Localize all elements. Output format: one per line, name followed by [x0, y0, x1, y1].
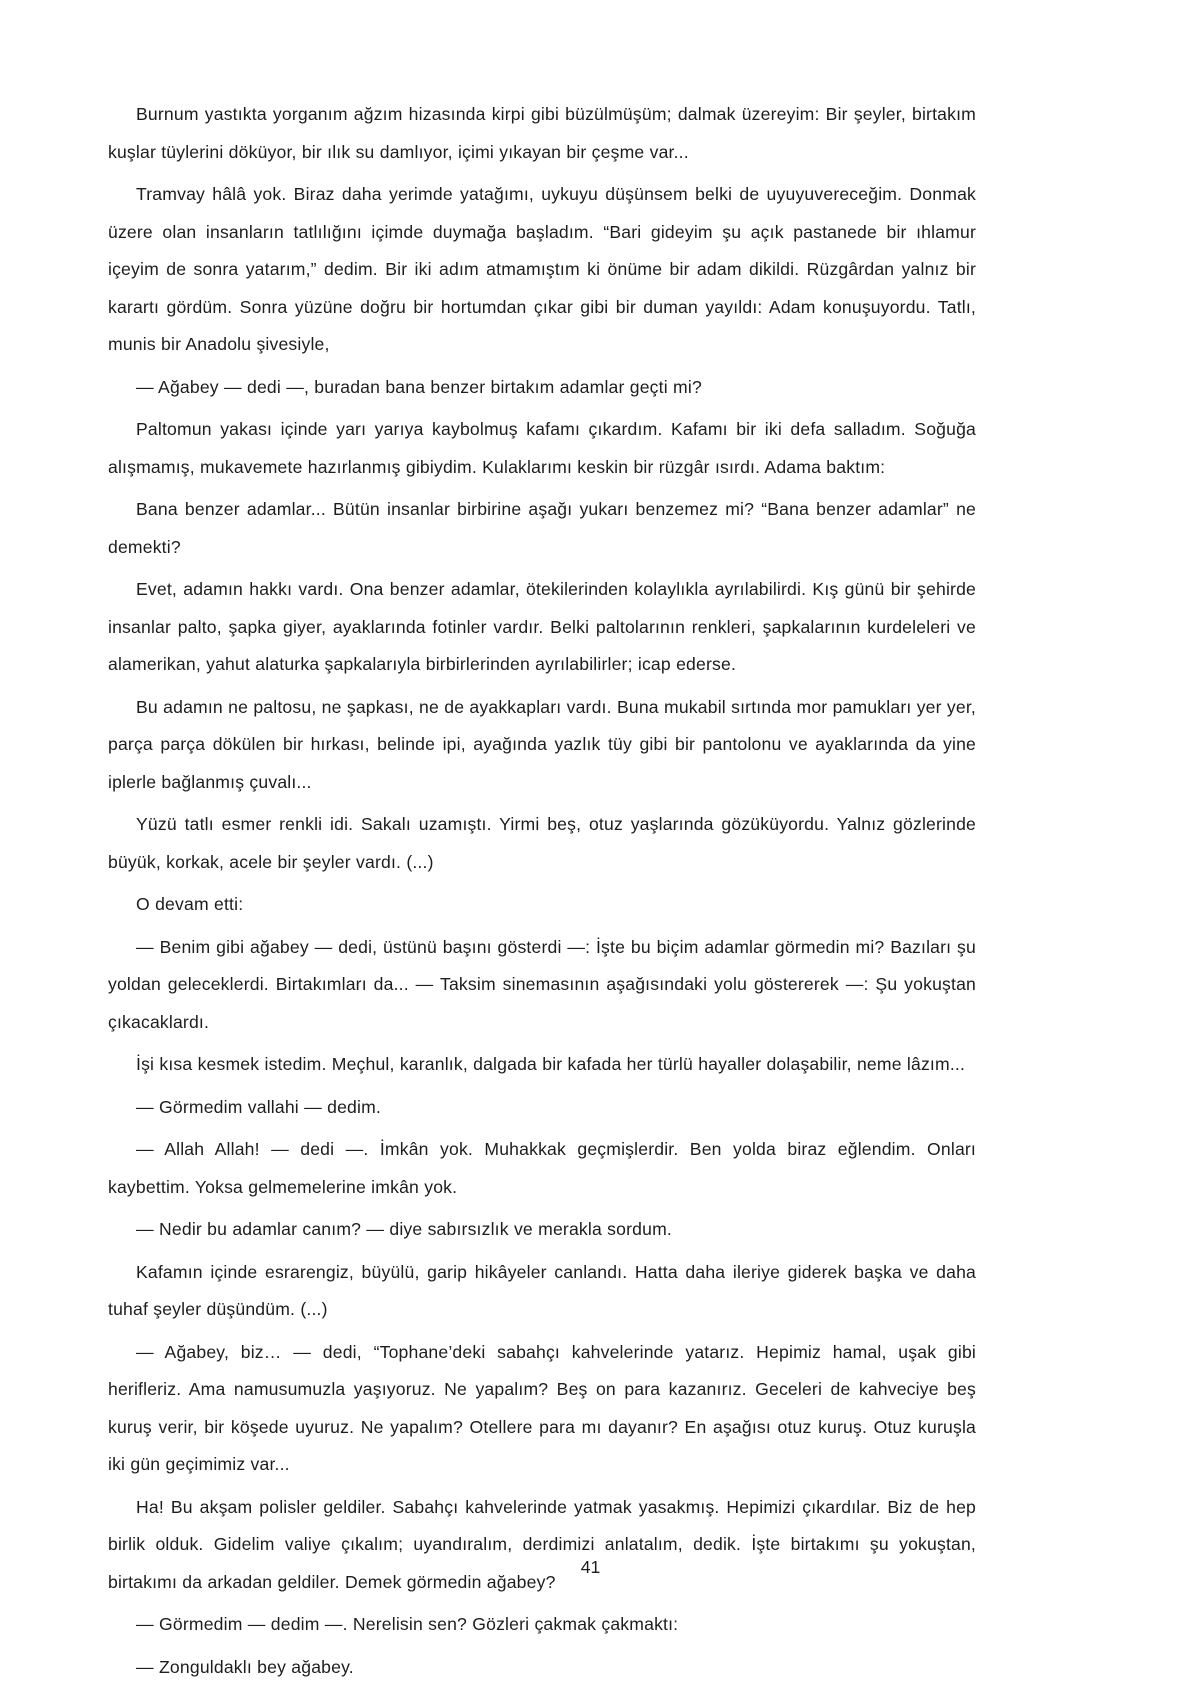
paragraph: Ha! Bu akşam polisler geldiler. Sabahçı kahvelerinde yatmak yasakmış. Hepimizi çıkardılar. Biz de hep birlik olduk. Gidelim valiye çıkalım; uyandıralım, derdimizi anlatalım, dedik. İşte birtakımı şu yokuştan, birtakımı da arkadan geldiler. Demek görmedin ağabey? [108, 1496, 976, 1592]
paragraph: Paltomun yakası içinde yarı yarıya kaybolmuş kafamı çıkardım. Kafamı bir iki defa salladım. Soğuğa alışmamış, mukavemete hazırlanmış gibiydim. Kulaklarımı keskin bir rüzgâr ısırdı. Adama baktım: [108, 419, 976, 477]
paragraph: Burnum yastıkta yorganım ağzım hizasında kirpi gibi büzülmüşüm; dalmak üzereyim: Bir şeyler, birtakım kuşlar tüylerini döküyor, bir ılık su damlıyor, içimi yıkayan bir çeşme var... [108, 104, 976, 162]
paragraph: Bana benzer adamlar... Bütün insanlar birbirine aşağı yukarı benzemez mi? “Bana benzer adamlar” ne demekti? [108, 499, 976, 557]
paragraph: İşi kısa kesmek istedim. Meçhul, karanlık, dalgada bir kafada her türlü hayaller dolaşabilir, neme lâzım... [136, 1054, 966, 1074]
paragraph-dialogue: — Görmedim — dedim —. Nerelisin sen? Gözleri çakmak çakmaktı: [136, 1614, 679, 1634]
paragraph: Yüzü tatlı esmer renkli idi. Sakalı uzamıştı. Yirmi beş, otuz yaşlarında gözüküyordu. Yalnız gözlerinde büyük, korkak, acele bir şeyler vardı. (...) [108, 814, 976, 872]
paragraph-dialogue: — Ağabey — dedi —, buradan bana benzer birtakım adamlar geçti mi? [136, 376, 702, 397]
paragraph: Bu adamın ne paltosu, ne şapkası, ne de ayakkapları vardı. Buna mukabil sırtında mor pamukları yer yer, parça parça dökülen bir hırkası, belinde ipi, ayağında yazlık tüy gibi bir pantolonu ve ayaklarında da yine iplerle bağlanmış çuvalı... [108, 696, 976, 792]
paragraph: O devam etti: [136, 894, 244, 914]
paragraph-dialogue: — Görmedim vallahi — dedim. [136, 1096, 381, 1117]
paragraph: Kafamın içinde esrarengiz, büyülü, garip hikâyeler canlandı. Hatta daha ileriye giderek başka ve daha tuhaf şeyler düşündüm. (...) [108, 1261, 976, 1319]
page-number: 41 [580, 1557, 601, 1577]
paragraph-dialogue: — Ağabey, biz… — dedi, “Tophane’deki sabahçı kahvelerinde yatarız. Hepimiz hamal, uşak gibi herifleriz. Ama namusumuzla yaşıyoruz. Ne yapalım? Beş on para kazanırız. Geceleri de kahveciye beş kuruş verir, bir köşede uyuruz. Ne yapalım? Otellere para mı dayanır? En aşağısı otuz kuruş. Otuz kuruşla iki gün geçimimiz var... [108, 1341, 976, 1474]
paragraph-dialogue: — Allah Allah! — dedi —. İmkân yok. Muhakkak geçmişlerdir. Ben yolda biraz eğlendim. Onları kaybettim. Yoksa gelmemelerine imkân yok. [108, 1139, 976, 1197]
paragraph-dialogue: — Nedir bu adamlar canım? — diye sabırsızlık ve merakla sordum. [136, 1219, 672, 1239]
paragraph: Tramvay hâlâ yok. Biraz daha yerimde yatağımı, uykuyu düşünsem belki de uyuyuvereceğim. Donmak üzere olan insanların tatlılığını içimde duymağa başladım. “Bari gideyim şu açık pastanede bir ıhlamur içeyim de sonra yatarım,” dedim. Bir iki adım atmamıştım ki önüme bir adam dikildi. Rüzgârdan yalnız bir karartı gördüm. Sonra yüzüne doğru bir hortumdan çıkar gibi bir duman yayıldı: Adam konuşuyordu. Tatlı, munis bir Anadolu şivesiyle, [108, 184, 976, 354]
page-body-text [108, 96, 976, 1691]
paragraph: Evet, adamın hakkı vardı. Ona benzer adamlar, ötekilerinden kolaylıkla ayrılabilirdi. Kış günü bir şehirde insanlar palto, şapka giyer, ayaklarında fotinler vardır. Belki paltolarının renkleri, şapkalarının kurdeleleri ve alamerikan, yahut alaturka şapkalarıyla birbirlerinden ayrılabilirler; icap ederse. [108, 579, 976, 674]
paragraph-dialogue: — Benim gibi ağabey — dedi, üstünü başını gösterdi —: İşte bu biçim adamlar görmedin mi? Bazıları şu yoldan geleceklerdi. Birtakımları da... — Taksim sinemasının aşağısındaki yolu göstererek —: Şu yokuştan çıkacaklardı. [108, 936, 976, 1032]
paragraph-dialogue: — Zonguldaklı bey ağabey. [136, 1656, 354, 1677]
